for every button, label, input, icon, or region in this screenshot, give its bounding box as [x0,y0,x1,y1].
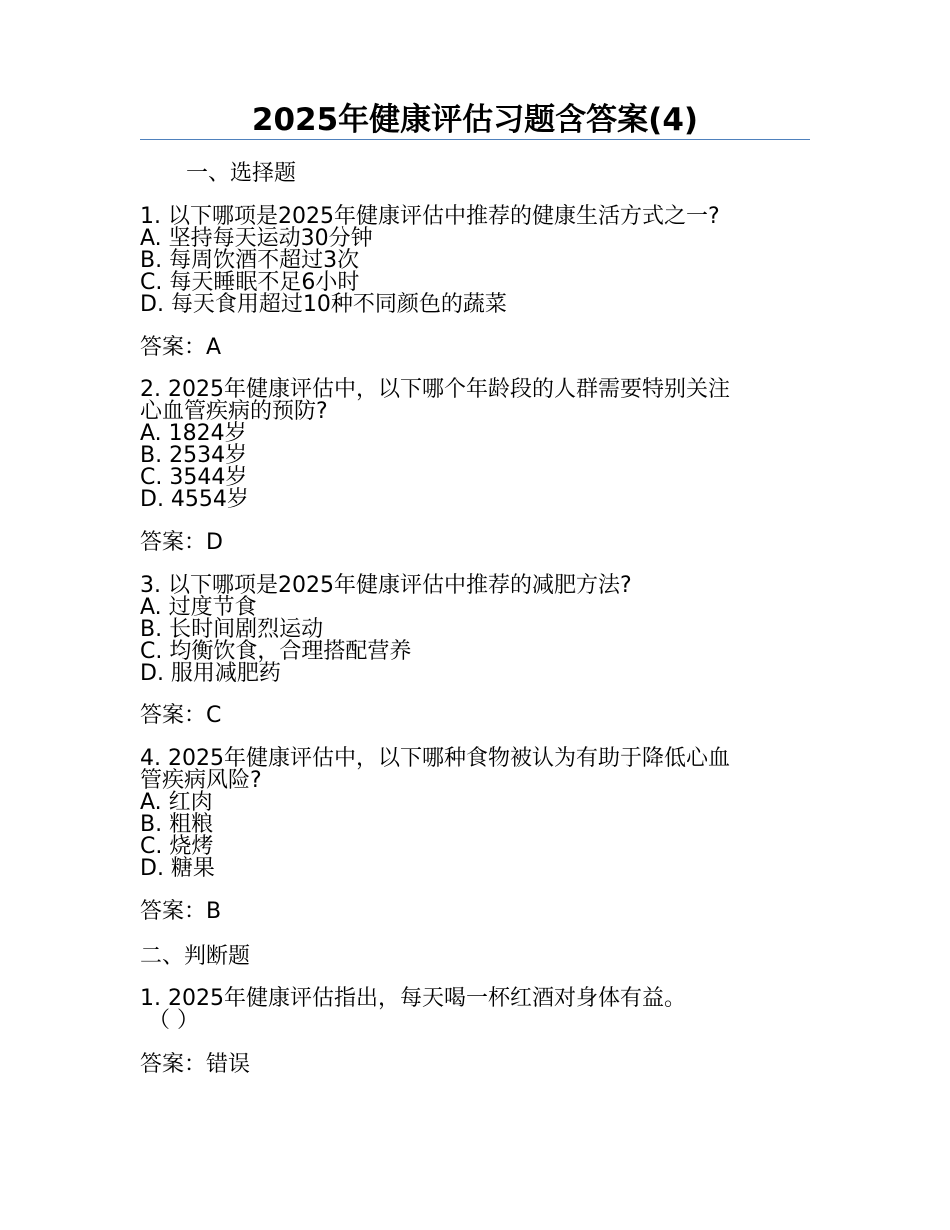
question-text: 1. 以下哪项是2025年健康评估中推荐的健康生活方式之一? [140,204,720,229]
question-text: 3. 以下哪项是2025年健康评估中推荐的减肥方法? [140,573,632,598]
question-block-4 [140,748,812,880]
question-text: 1. 2025年健康评估指出，每天喝一杯红酒对身体有益。 [140,986,686,1011]
question-block-tf-1 [140,988,812,1032]
question-text: 4. 2025年健康评估中，以下哪种食物被认为有助于降低心血 [140,746,730,771]
option-a: A. 1824岁 [140,421,247,446]
option-b: B. 每周饮酒不超过3次 [140,248,360,273]
section-heading-judgement: 二、判断题 [140,944,251,969]
option-c: C. 每天睡眠不足6小时 [140,270,360,295]
option-c: C. 烧烤 [140,834,214,859]
answer-2: 答案：D [140,530,223,555]
option-d: D. 每天食用超过10种不同颜色的蔬菜 [140,292,507,317]
question-text-cont: 管疾病风险? [140,768,262,793]
option-c: C. 3544岁 [140,465,248,490]
option-d: D. 服用减肥药 [140,661,281,686]
answer-1: 答案：A [140,335,222,360]
option-b: B. 粗粮 [140,812,214,837]
answer-blank: （ ） [148,1008,199,1033]
option-a: A. 坚持每天运动30分钟 [140,226,373,251]
option-d: D. 糖果 [140,856,215,881]
answer-3: 答案：C [140,703,222,728]
document-title: 2025年健康评估习题含答案(4) [251,102,699,138]
answer-4: 答案：B [140,899,222,924]
option-b: B. 长时间剧烈运动 [140,617,324,642]
option-c: C. 均衡饮食，合理搭配营养 [140,639,412,664]
section-heading-choice: 一、选择题 [186,161,297,186]
question-block-2 [140,379,812,511]
question-text: 2. 2025年健康评估中，以下哪个年龄段的人群需要特别关注 [140,377,730,402]
question-block-3 [140,575,812,685]
option-b: B. 2534岁 [140,443,248,468]
option-d: D. 4554岁 [140,487,249,512]
question-text-cont: 心血管疾病的预防? [140,399,328,424]
option-a: A. 红肉 [140,790,213,815]
answer-tf-1: 答案：错误 [140,1052,251,1077]
option-a: A. 过度节食 [140,595,257,620]
title-underline [140,139,810,140]
question-block-1 [140,206,812,316]
